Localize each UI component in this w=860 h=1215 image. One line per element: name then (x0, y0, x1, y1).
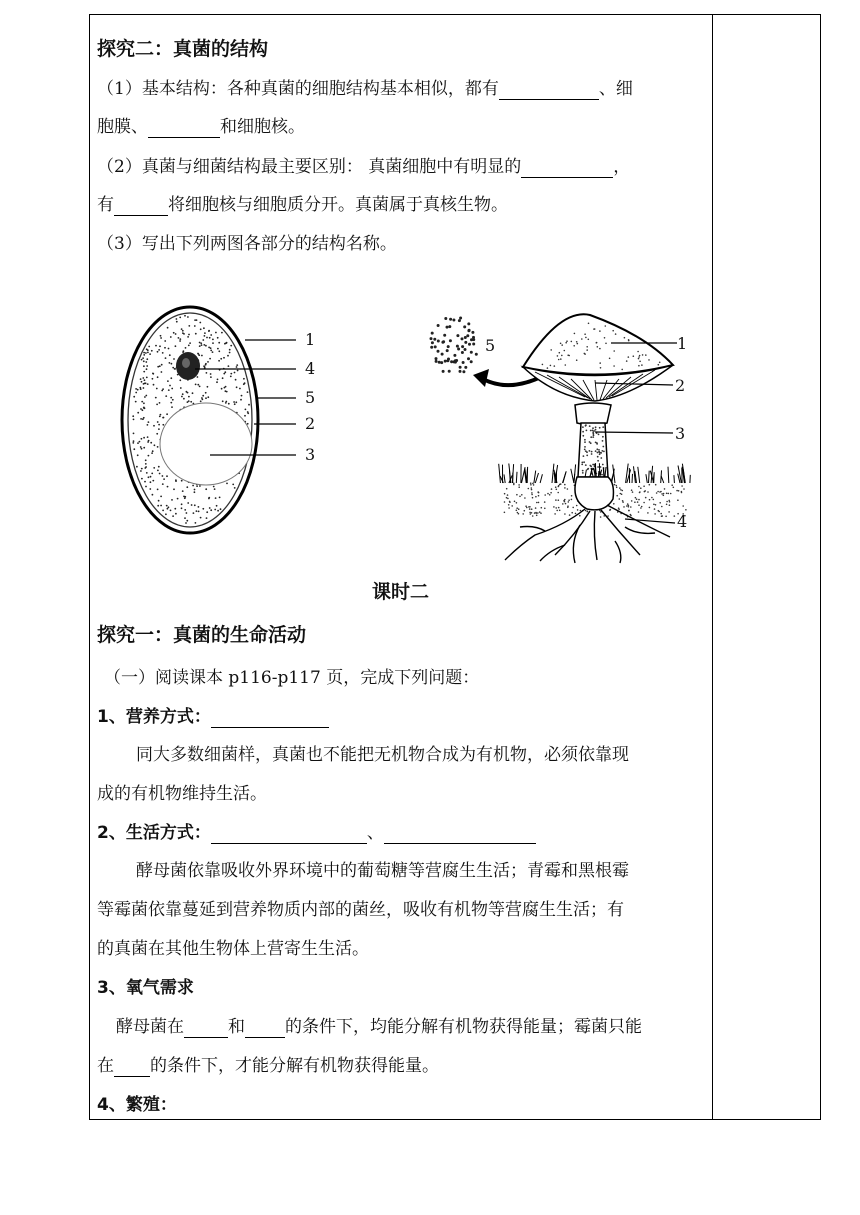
blank-lifestyle-2[interactable] (384, 825, 536, 844)
item-2-text-line-2: 等霉菌依靠蔓延到营养物质内部的菌丝，吸收有机物等营腐生生活；有 (97, 900, 624, 920)
item-3-line-1 (116, 1016, 642, 1038)
question-2-line-1 (97, 156, 630, 178)
mushroom-label-1: 1 (677, 334, 688, 353)
item-3-text-4: 在 (97, 1056, 114, 1076)
mushroom-figure (425, 305, 700, 567)
lesson-two-title: 课时二 (371, 581, 429, 603)
blank-lifestyle-1[interactable] (211, 825, 367, 844)
mushroom-label-2: 2 (675, 376, 686, 395)
side-column-divider (712, 14, 713, 1120)
yeast-label-3: 3 (305, 445, 316, 464)
question-3: （3）写出下列两图各部分的结构名称。 (97, 234, 397, 254)
yeast-cell-figure (110, 300, 335, 550)
item-1-text-line-2: 成的有机物维持生活。 (97, 784, 267, 804)
reading-instruction: （一）阅读课本 p116-p117 页，完成下列问题： (104, 668, 480, 688)
blank-oxygen-condition-2[interactable] (245, 1019, 285, 1038)
item-3-oxygen: 3、氧气需求 (97, 978, 194, 998)
yeast-label-1: 1 (305, 330, 316, 349)
question-2-text-3: 有 (97, 195, 114, 215)
question-2-text-2: ， (613, 157, 631, 177)
yeast-label-5: 5 (305, 388, 316, 407)
question-1-line-2 (97, 116, 305, 138)
section-heading-fungi-structure: 探究二：真菌的结构 (97, 38, 269, 60)
blank-nutrition-mode[interactable] (211, 709, 329, 728)
item-1-nutrition (97, 706, 329, 728)
item-2-lifestyle (97, 822, 536, 844)
question-1-text-3: 胞膜、 (97, 117, 148, 137)
question-1-text-4: 和细胞核。 (220, 117, 305, 137)
blank-oxygen-condition-1[interactable] (184, 1019, 228, 1038)
item-3-text-5: 的条件下，才能分解有机物获得能量。 (150, 1056, 439, 1076)
mushroom-label-4: 4 (677, 512, 688, 531)
blank-cell-wall[interactable] (499, 81, 599, 100)
item-3-text-2: 和 (228, 1017, 245, 1037)
item-2-text-line-1: 酵母菌依靠吸收外界环境中的葡萄糖等营腐生生活；青霉和黑根霉 (136, 861, 629, 881)
question-2-text: （2）真菌与细菌结构最主要区别： 真菌细胞中有明显的 (97, 157, 522, 177)
section-heading-fungi-life: 探究一：真菌的生命活动 (97, 624, 307, 646)
blank-nuclear-membrane[interactable] (114, 197, 168, 216)
mushroom-label-3: 3 (675, 424, 686, 443)
blank-cytoplasm[interactable] (148, 119, 220, 138)
item-4-reproduction: 4、繁殖： (97, 1095, 177, 1115)
mushroom-label-5: 5 (485, 336, 496, 355)
question-1-text: （1）基本结构：各种真菌的细胞结构基本相似，都有 (97, 79, 499, 99)
yeast-label-4: 4 (305, 359, 316, 378)
item-1-text-line-1: 同大多数细菌样，真菌也不能把无机物合成为有机物，必须依靠现 (136, 745, 629, 765)
question-2-text-4: 将细胞核与细胞质分开。真菌属于真核生物。 (168, 195, 508, 215)
yeast-label-2: 2 (305, 414, 316, 433)
question-2-line-2 (97, 194, 508, 216)
item-3-text-1: 酵母菌在 (116, 1017, 184, 1037)
item-1-label: 1、营养方式： (97, 707, 211, 727)
item-2-label: 2、生活方式： (97, 823, 211, 843)
blank-oxygen-condition-3[interactable] (114, 1058, 150, 1077)
item-2-separator: 、 (366, 823, 384, 843)
blank-nucleus[interactable] (521, 159, 613, 178)
question-1-line-1 (97, 78, 633, 100)
item-3-line-2 (97, 1055, 439, 1077)
item-3-text-3: 的条件下，均能分解有机物获得能量；霉菌只能 (285, 1017, 642, 1037)
question-1-text-2: 、细 (598, 79, 633, 99)
item-2-text-line-3: 的真菌在其他生物体上营寄生生活。 (97, 939, 369, 959)
